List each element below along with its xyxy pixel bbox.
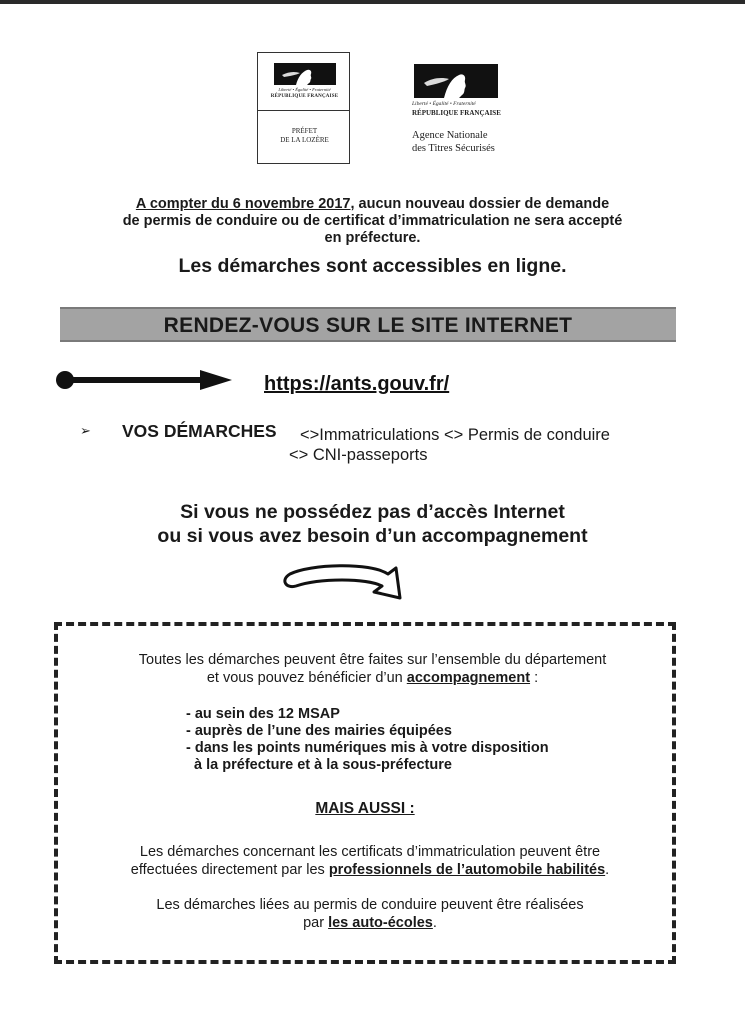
p2-line-2-post: . <box>432 915 437 931</box>
prefecture-logo <box>257 52 350 164</box>
arrow-bullet-icon: ➢ <box>80 423 91 438</box>
agency-line-1: Agence Nationale <box>412 130 488 141</box>
prefecture-republic: RÉPUBLIQUE FRANÇAISE <box>270 94 339 99</box>
demarches-list-line-2: <> CNI-passeports <box>289 446 428 464</box>
box-intro <box>40 651 705 687</box>
box-intro-line-2 <box>40 669 705 687</box>
ants-logo <box>412 62 512 162</box>
agency-line-2: des Titres Sécurisés <box>412 143 495 154</box>
p1-line-2-post: . <box>605 862 610 878</box>
box-intro-line-2-post: : <box>530 670 539 686</box>
ants-motto: Liberté • Égalité • Fraternité <box>412 101 476 107</box>
p1-line-2 <box>60 861 680 879</box>
auto-ecoles-phrase: les auto-écoles <box>328 915 433 931</box>
no-internet-heading <box>110 500 635 548</box>
immatriculation-paragraph <box>60 843 680 879</box>
accompagnement-word: accompagnement <box>406 670 531 686</box>
list-item: - dans les points numériques mis à votre disposition <box>186 740 549 756</box>
list-item: - auprès de l’une des mairies équipées <box>186 723 452 739</box>
right-arrow-icon <box>54 368 234 392</box>
ants-republic: RÉPUBLIQUE FRANÇAISE <box>412 109 501 117</box>
prefet-line-2: DE LA LOZÈRE <box>280 136 329 144</box>
p2-line-2 <box>60 914 680 932</box>
demarches-list-line-1: <>Immatriculations <> Permis de conduire <box>300 426 610 444</box>
intro-line-1-rest: , aucun nouveau dossier de demande <box>350 196 610 212</box>
intro-line-2: de permis de conduire ou de certificat d’immatriculation ne sera accepté <box>122 213 623 229</box>
scan-top-edge <box>0 0 745 4</box>
prefet-text <box>262 127 347 145</box>
no-internet-line-1: Si vous ne possédez pas d’accès Internet <box>180 501 565 523</box>
logo-divider <box>258 110 349 111</box>
ants-agency-name <box>412 129 522 155</box>
list-item: - au sein des 12 MSAP <box>186 706 340 722</box>
online-statement: Les démarches sont accessibles en ligne. <box>178 255 567 277</box>
mais-aussi-heading: MAIS AUSSI : <box>315 800 415 817</box>
prefet-line-1: PRÉFET <box>291 127 318 135</box>
intro-line-1 <box>70 196 675 213</box>
permis-paragraph <box>60 896 680 932</box>
p2-line-2-pre: par <box>303 915 329 931</box>
p1-line-2-pre: effectuées directement par les <box>130 862 329 878</box>
website-banner <box>60 307 676 342</box>
box-intro-line-2-pre: et vous pouvez bénéficier d’un <box>206 670 407 686</box>
p2-line-1: Les démarches liées au permis de conduire peuvent être réalisées <box>156 897 584 913</box>
marianne-logo-icon <box>274 63 336 85</box>
box-intro-line-1: Toutes les démarches peuvent être faites sur l’ensemble du département <box>138 652 607 668</box>
intro-line-3: en préfecture. <box>324 230 421 246</box>
curved-arrow-icon <box>270 562 410 606</box>
marianne-logo-icon <box>414 64 498 98</box>
professionals-phrase: professionnels de l’automobile habilités <box>328 862 606 878</box>
demarches-label: VOS DÉMARCHES <box>122 421 277 441</box>
prefecture-motto: Liberté • Égalité • Fraternité <box>278 87 331 92</box>
list-item: à la préfecture et à la sous-préfecture <box>186 757 452 773</box>
intro-notice <box>70 196 675 247</box>
options-list <box>186 706 666 774</box>
no-internet-line-2: ou si vous avez besoin d’un accompagnement <box>157 525 588 547</box>
p1-line-1: Les démarches concernant les certificats d’immatriculation peuvent être <box>139 844 601 860</box>
intro-date: A compter du 6 novembre 2017 <box>135 196 351 212</box>
banner-text: RENDEZ-VOUS SUR LE SITE INTERNET <box>163 314 573 337</box>
ants-website-link[interactable]: https://ants.gouv.fr/ <box>264 373 450 395</box>
